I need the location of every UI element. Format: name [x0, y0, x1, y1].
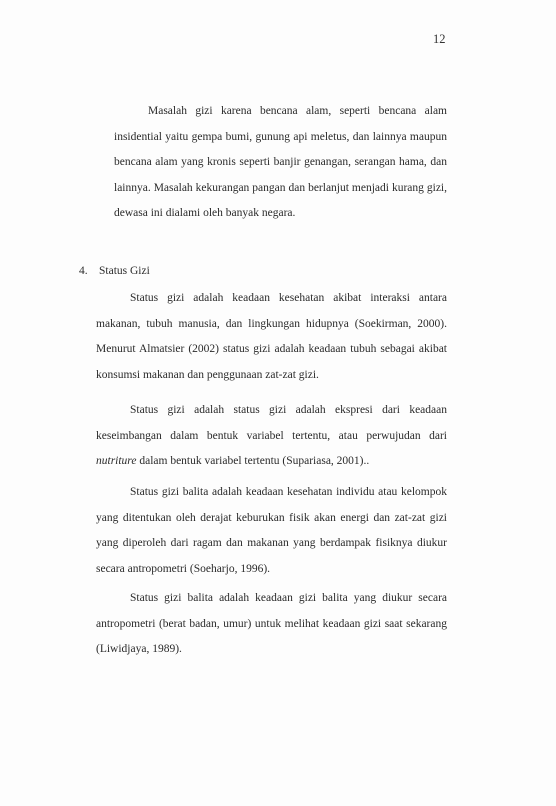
paragraph-definisi-status-gizi: Status gizi adalah keadaan kesehatan akibat interaksi antara makanan, tubuh manusia, dan lingkungan hidupnya (Soekirman, 2000). Menurut Almatsier (2002) status gizi adalah keadaan tubuh sebagai akibat konsumsi makanan dan penggunaan zat-zat gizi.: [96, 292, 447, 381]
paragraph-bencana-alam: Masalah gizi karena bencana alam, seperti bencana alam insidential yaitu gempa bumi, gunung api meletus, dan lainnya maupun bencana alam yang kronis seperti banjir genangan, serangan hama, dan lainnya. Masalah kekurangan pangan dan berlanjut menjadi kurang gizi, dewasa ini dialami oleh banyak negara.: [114, 105, 447, 219]
paragraph-text: Status gizi adalah status gizi adalah ekspresi dari keadaan keseimbangan dalam bentuk variabel tertentu, atau perwujudan dari: [96, 404, 447, 442]
italic-term: nutriture: [96, 455, 137, 467]
section-number: 4.: [79, 265, 88, 277]
paragraph-antropometri: Status gizi balita adalah keadaan gizi balita yang diukur secara antropometri (berat badan, umur) untuk melihat keadaan gizi saat sekarang (Liwidjaya, 1989).: [96, 592, 447, 655]
paragraph-text: dalam bentuk variabel tertentu (Supariasa, 2001)..: [136, 455, 370, 467]
page-number: 12: [433, 32, 446, 46]
paragraph-ekspresi-keseimbangan: [96, 398, 447, 475]
section-heading: [79, 262, 150, 280]
section-title: Status Gizi: [99, 265, 150, 277]
paragraph-status-gizi-balita: Status gizi balita adalah keadaan kesehatan individu atau kelompok yang ditentukan oleh derajat keburukan fisik akan energi dan zat-zat gizi yang diperoleh dari ragam dan makanan yang berdampak fisiknya diukur secara antropometri (Soeharjo, 1996).: [96, 486, 447, 575]
